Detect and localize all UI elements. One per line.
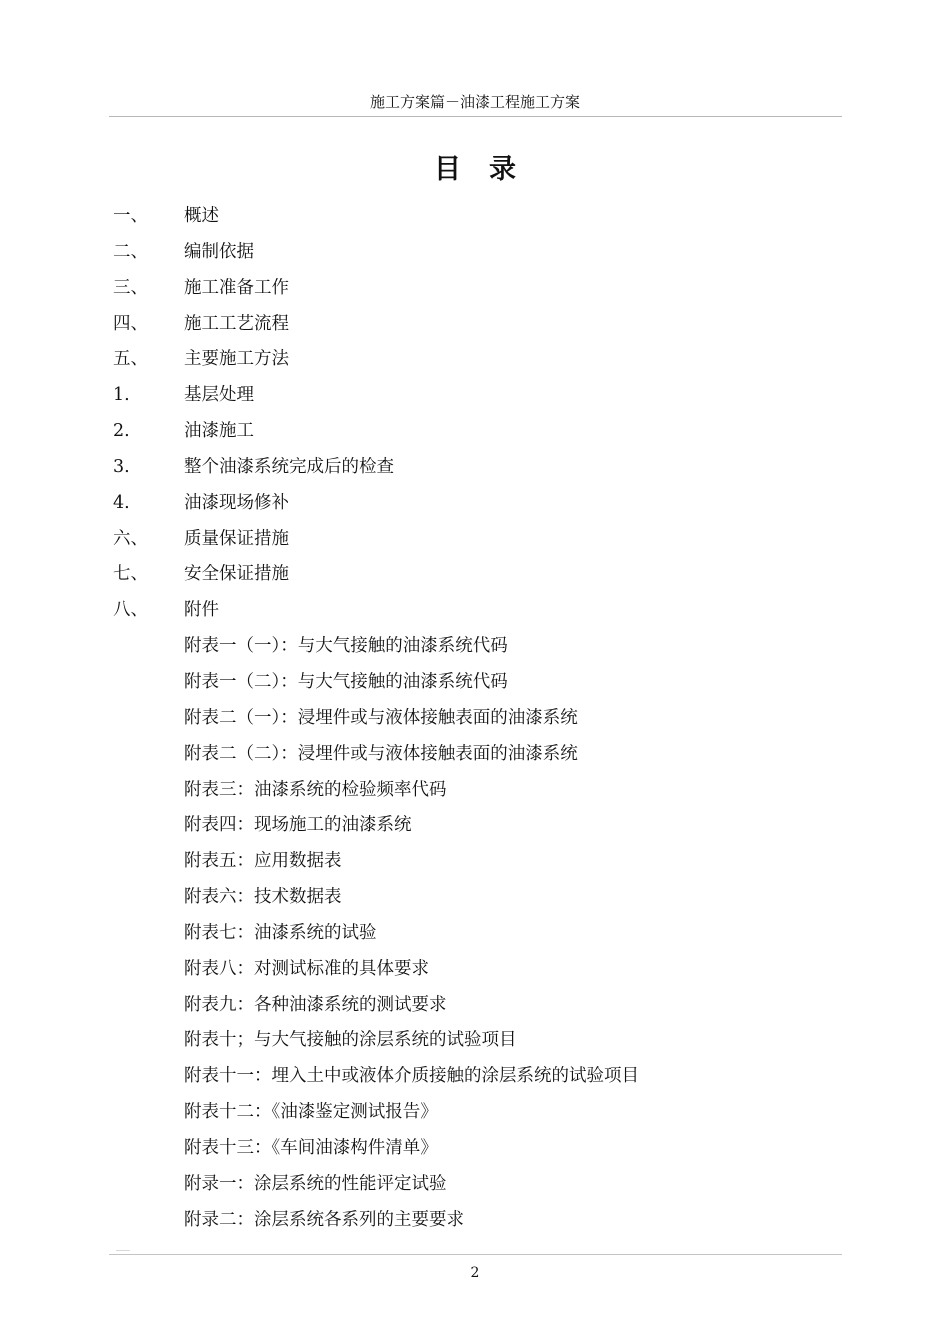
toc-entry-number: 3. [113,456,130,477]
running-header: 施工方案篇－油漆工程施工方案 [369,93,580,111]
toc-appendix-entry [0,952,950,988]
toc-entry-title: 主要施工方法 [184,349,289,370]
toc-entry-number: 七、 [113,564,148,585]
toc-appendix-title: 附表三：油漆系统的检验频率代码 [184,779,447,800]
toc-appendix-title: 附表十三：《车间油漆构件清单》 [184,1137,438,1158]
toc-appendix-title: 附表十二：《油漆鉴定测试报告》 [184,1102,438,1123]
toc-entry [0,593,950,629]
toc-entry-number: 二、 [113,241,148,262]
page-number: 2 [470,1265,480,1281]
toc-appendix-entry [0,808,950,844]
toc-entry [0,271,950,307]
table-of-contents [0,199,950,1238]
toc-entry-title: 安全保证措施 [184,564,289,585]
toc-appendix-entry [0,844,950,880]
toc-appendix-entry [0,737,950,773]
toc-entry [0,199,950,235]
toc-entry [0,414,950,450]
toc-entry-number: 六、 [113,528,148,549]
toc-appendix-entry [0,629,950,665]
toc-appendix-entry [0,988,950,1024]
toc-entry-title: 施工工艺流程 [184,313,289,334]
toc-title: 目录 [434,154,544,185]
toc-appendix-title: 附表四：现场施工的油漆系统 [184,815,412,836]
toc-entry-number: 三、 [113,277,148,298]
toc-appendix-title: 附表八：对测试标准的具体要求 [184,958,429,979]
toc-appendix-title: 附表六：技术数据表 [184,887,342,908]
toc-appendix-title: 附表五：应用数据表 [184,851,342,872]
toc-entry-number: 一、 [113,206,148,226]
toc-appendix-title: 附表七：油漆系统的试验 [184,922,377,943]
toc-appendix-entry [0,1095,950,1131]
toc-entry-number: 4. [113,492,130,513]
toc-appendix-title: 附录二：涂层系统各系列的主要要求 [184,1209,464,1230]
toc-appendix-title: 附表二（一）：浸埋件或与液体接触表面的油漆系统 [184,707,578,728]
toc-appendix-title: 附表十；与大气接触的涂层系统的试验项目 [184,1030,517,1051]
toc-entry-title: 油漆现场修补 [184,492,289,513]
toc-entry [0,235,950,271]
toc-entry [0,557,950,593]
toc-appendix-entry [0,1131,950,1167]
toc-appendix-title: 附表一（二）：与大气接触的油漆系统代码 [184,671,508,692]
toc-appendix-entry [0,880,950,916]
toc-appendix-entry [0,1059,950,1095]
toc-appendix-entry [0,916,950,952]
toc-appendix-title: 附录一：涂层系统的性能评定试验 [184,1173,447,1194]
toc-entry [0,522,950,558]
toc-entry-number: 八、 [113,600,148,621]
toc-entry-title: 油漆施工 [184,421,254,442]
toc-entry-title: 附件 [184,600,219,621]
toc-appendix-entry [0,773,950,809]
toc-entry-number: 2. [113,421,130,442]
header-divider [109,116,842,117]
footer-divider [109,1254,842,1255]
toc-entry-title: 编制依据 [184,241,254,262]
toc-appendix-entry [0,1203,950,1239]
toc-appendix-entry [0,1023,950,1059]
toc-entry-title: 概述 [184,206,219,226]
toc-entry [0,378,950,414]
toc-entry-number: 四、 [113,313,148,334]
toc-appendix-title: 附表一（一）：与大气接触的油漆系统代码 [184,636,508,657]
toc-entry-title: 整个油漆系统完成后的检查 [184,456,394,477]
toc-entry-title: 基层处理 [184,385,254,406]
toc-appendix-title: 附表二（二）：浸埋件或与液体接触表面的油漆系统 [184,743,578,764]
toc-entry [0,342,950,378]
toc-entry-title: 施工准备工作 [184,277,289,298]
toc-entry [0,307,950,343]
footer-mark [116,1250,130,1251]
toc-entry [0,450,950,486]
toc-entry-title: 质量保证措施 [184,528,289,549]
toc-entry-number: 五、 [113,349,148,370]
toc-appendix-title: 附表十一：埋入土中或液体介质接触的涂层系统的试验项目 [184,1066,639,1087]
toc-appendix-entry [0,665,950,701]
toc-appendix-entry [0,1167,950,1203]
toc-appendix-title: 附表九：各种油漆系统的测试要求 [184,994,447,1015]
toc-entry [0,486,950,522]
toc-appendix-entry [0,701,950,737]
toc-entry-number: 1. [113,385,130,406]
